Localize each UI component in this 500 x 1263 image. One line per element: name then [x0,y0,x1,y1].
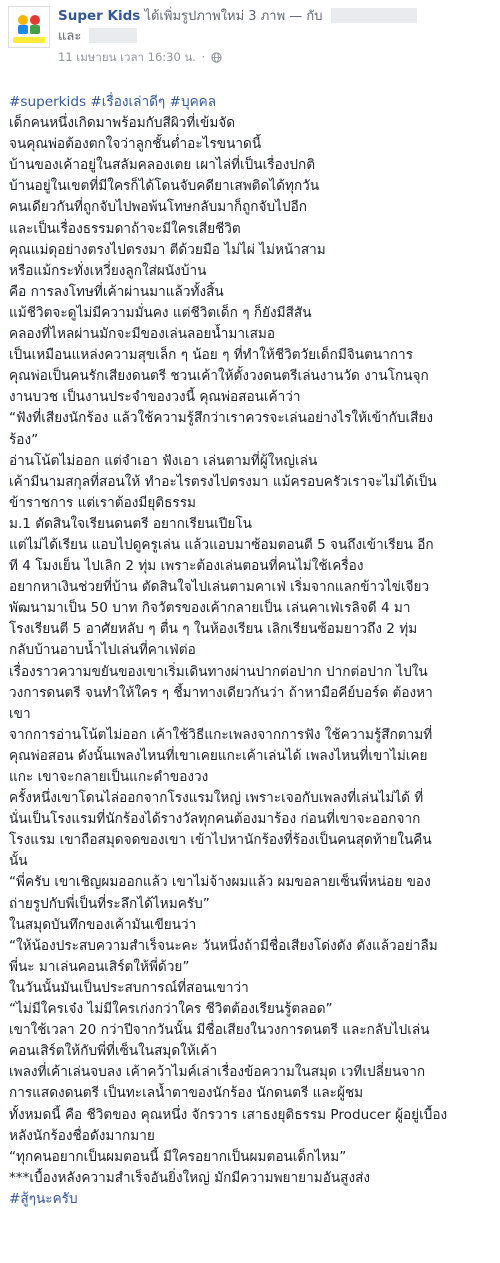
post-text-line: ทั้งหมดนี้ คือ ชีวิตของ คุณหนึ่ง จักรวาร เสาธงยุติธรรม Producer ผู้อยู่เบื้อง [9,1106,448,1123]
post-text-line: ถ่ายรูปกับพี่เป็นที่ระลึกได้ไหมครับ” [9,895,210,912]
tagged-person-redacted [331,8,417,23]
post-text-line: วงการดนตรี จนทำให้ใคร ๆ ชี้มาทางเดียวกันว่า ถ้าหามือคีย์บอร์ด ต้องหา [9,684,433,701]
post-text-line: คลองที่ไหลผ่านมักจะมีของเล่นลอยน้ำมาเสมอ [9,326,276,343]
post-text-line: แต่ไม่ได้เรียน แอบไปดูครูเล่น แล้วแอบมาซ้อมตอนตี 5 จนถึงเข้าเรียน อีก [9,536,434,553]
post-text-line: แม้ชีวิตจะดูไม่มีความมั่นคง แต่ชีวิตเด็ก ๆ ก็ยังมีสีสัน [9,304,312,321]
post-text-line: คอนเสิร์ตให้กับพี่ที่เซ็นในสมุดให้เค้า [9,1043,218,1060]
post-text-line: ม.1 ตัดสินใจเรียนดนตรี อยากเรียนเปียโน [9,515,252,532]
post-text-line: จนคุณพ่อต้องตกใจว่าลูกชั้นต่ำอะไรขนาดนี้ [9,136,262,153]
post-text-line: คุณพ่อสอน ดังนั้นเพลงไหนที่เขาเคยแกะเค้าเล่นได้ เพลงไหนที่เขาไม่เคย [9,747,428,764]
page-name-link[interactable]: Super Kids [58,8,141,24]
post-text-line: ข้าราชการ แต่เราต้องมียุติธรรม [9,494,196,511]
post-text-line: “ทุกคนอยากเป็นผมตอนนี้ มีใครอยากเป็นผมตอนเด็กไหม” [9,1148,347,1165]
post-text-line: ในสมุดบันทึกของเค้ามันเขียนว่า [9,916,197,933]
post-text-line: นั่นเป็นโรงแรมที่นักร้องได้รางวัลทุกคนต้องมาร้อง ก่อนที่เขาจะออกจาก [9,811,421,828]
post-timestamp-link[interactable]: 11 เมษายน เวลา 16:30 น. [58,50,196,64]
post-text-line: กลับบ้านอาบน้ำไปเล่นที่คาเฟ่ต่อ [9,642,196,659]
post-text-line: คุณพ่อเป็นคนรักเสียงดนตรี ชวนเค้าให้ตั้งวงดนตรีเล่นงานวัด งานโกนจุก [9,368,429,385]
post-text-line: “ไม่มีใครเจ๋ง ไม่มีใครเก่งกว่าใคร ชีวิตต้องเรียนรู้ตลอด” [9,1001,333,1018]
post-header-title [58,8,417,25]
post-text-line: พัฒนามาเป็น 50 บาท กิจวัตรของเค้ากลายเป็น เล่นคาเฟ่เรลิจดี 4 มา [9,600,411,617]
post-text-line: เค้ามีนามสกุลที่สอนให้ ทำอะไรตรงไปตรงมา แม้ครอบครัวเราจะไม่ได้เป็น [9,473,437,490]
post-text-line: นั้น [9,853,28,870]
post-text-line: เขาใช้เวลา 20 กว่าปีจากวันนั้น มีชื่อเสียงในวงการดนตรี และกลับไปเล่น [9,1022,430,1039]
post-text-line: คนเดียวกันที่ถูกจับไปพอพ้นโทษกลับมาก็ถูกจับไปอีก [9,199,307,216]
post-text-line: ***เบื้องหลังความสำเร็จอันยิ่งใหญ่ มักมีความพยายามอันสูงส่ง [9,1169,371,1186]
post-text-line: “ฟังที่เสียงนักร้อง แล้วใช้ความรู้สึกว่าเราควรจะเล่นอย่างไรให้เข้ากับเสียง [9,410,434,427]
hashtag-line[interactable]: #superkids #เรื่องเล่าดีๆ #บุคคล [9,94,217,110]
hashtag-line[interactable]: #สู้ๆนะครับ [9,1190,78,1207]
post-body-text [9,92,494,1210]
post-text-line: บ้านของเค้าอยู่ในสลัมคลองเตย เผาไล่ที่เป็นเรื่องปกติ [9,157,316,174]
post-text-line: ครั้งหนึ่งเขาโดนไล่ออกจากโรงแรมใหญ่ เพราะเจอกับเพลงที่เล่นไม่ได้ ที่ [9,790,424,807]
post-text-line: เรื่องราวความขยันของเขาเริ่มเดินทางผ่านปากต่อปาก ปากต่อปาก ไปใน [9,663,428,680]
post-text-line: อยากหาเงินช่วยที่บ้าน ตัดสินใจไปเล่นตามคาเฟ่ เริ่มจากแลกข้าวไข่เจียว [9,579,430,596]
post-text-line: ที 4 โมงเย็น ไปเลิก 2 ทุ่ม เพราะต้องเล่นตอนที่คนไม่ใช้เครื่อง [9,558,364,575]
post-text-line: จากการอ่านโน้ตไม่ออก เค้าใช้วิธีแกะเพลงจากการฟัง ใช้ความรู้สึกตามที่ [9,726,433,743]
post-text-line: “ให้น้องประสบความสำเร็จนะคะ วันหนึ่งถ้ามีชื่อเสียงโด่งดัง ดังแล้วอย่าลืม [9,937,438,954]
post-text-line: คือ การลงโทษที่เค้าผ่านมาแล้วทั้งสิ้น [9,283,224,300]
post-text-line: ร้อง” [9,431,39,448]
post-header [0,0,500,86]
super-kids-logo-icon [9,7,49,47]
post-text-line: “พี่ครับ เขาเชิญผมออกแล้ว เขาไม่จ้างผมแล้ว ผมขอลายเซ็นพี่หน่อย ของ [9,874,431,891]
post-text-line: คุณแม่ดุอย่างตรงไปตรงมา ตีด้วยมือ ไม่ไผ่ ไม่หน้าสาม [9,241,326,258]
post-text-line: เพลงที่เค้าเล่นจบลง เค้าคว้าไมค์เล่าเรื่องข้อความในสมุด เวทีเปลี่ยนจาก [9,1064,426,1081]
page-avatar[interactable] [8,6,50,48]
post-text-line: บ้านอยู่ในเขตที่มีใครก็ได้โดนจับคดียาเสพติดได้ทุกวัน [9,178,320,195]
post-header-title-continued [58,28,137,45]
tagged-person-redacted-2 [89,28,137,43]
post-text-line: พี่นะ มาเล่นคอนเสิร์ตให้พี่ด้วย” [9,958,190,975]
post-text-line: โรงเรียนตี 5 อาศัยหลับ ๆ ตื่น ๆ ในห้องเรียน เลิกเรียนซ้อมยาวถึง 2 ทุ่ม [9,621,418,638]
and-label: และ [58,29,82,44]
post-text-line: เป็นเหมือนแหล่งความสุขเล็ก ๆ น้อย ๆ ที่ทำให้ชีวิตวัยเด็กมีจินตนาการ [9,347,413,364]
post-meta [58,49,222,67]
post-text-line: แกะ เขาจะกลายเป็นแกะดำของวง [9,769,209,785]
post-text-line: การแสดงดนตรี เป็นทะเลน้ำตาของนักร้อง นักดนตรี และผู้ชม [9,1085,364,1102]
post-text-line: เด็กคนหนึ่งเกิดมาพร้อมกับสีผิวที่เข้มจัด [9,115,236,132]
post-action-text: ได้เพิ่มรูปภาพใหม่ 3 ภาพ — กับ [144,9,323,24]
meta-separator: · [201,50,206,64]
post-text-line: หรือแม้กระทั่งเหวี่ยงลูกใส่ผนังบ้าน [9,262,207,279]
post-text-line: อ่านโน้ตไม่ออก แต่จำเอา ฟังเอา เล่นตามที่ผู้ใหญ่เล่น [9,452,318,469]
post-text-line: หลังนักร้องชื่อดังมากมาย [9,1127,155,1144]
post-text-line: โรงแรม เขาถือสมุดจดของเขา เข้าไปหานักร้องที่ร้องเป็นคนสุดท้ายในคืน [9,832,432,849]
globe-icon[interactable] [211,52,222,66]
post-text-line: ในวันนั้นมันเป็นประสบการณ์ที่สอนเขาว่า [9,979,249,996]
post-text-line: งานบวช เป็นงานประจำของวงนี้ คุณพ่อสอนเค้าว่า [9,389,301,406]
post-text-line: และเป็นเรื่องธรรมดาถ้าจะมีใครเสียชีวิต [9,220,241,237]
post-text-line: เขา [9,705,31,722]
